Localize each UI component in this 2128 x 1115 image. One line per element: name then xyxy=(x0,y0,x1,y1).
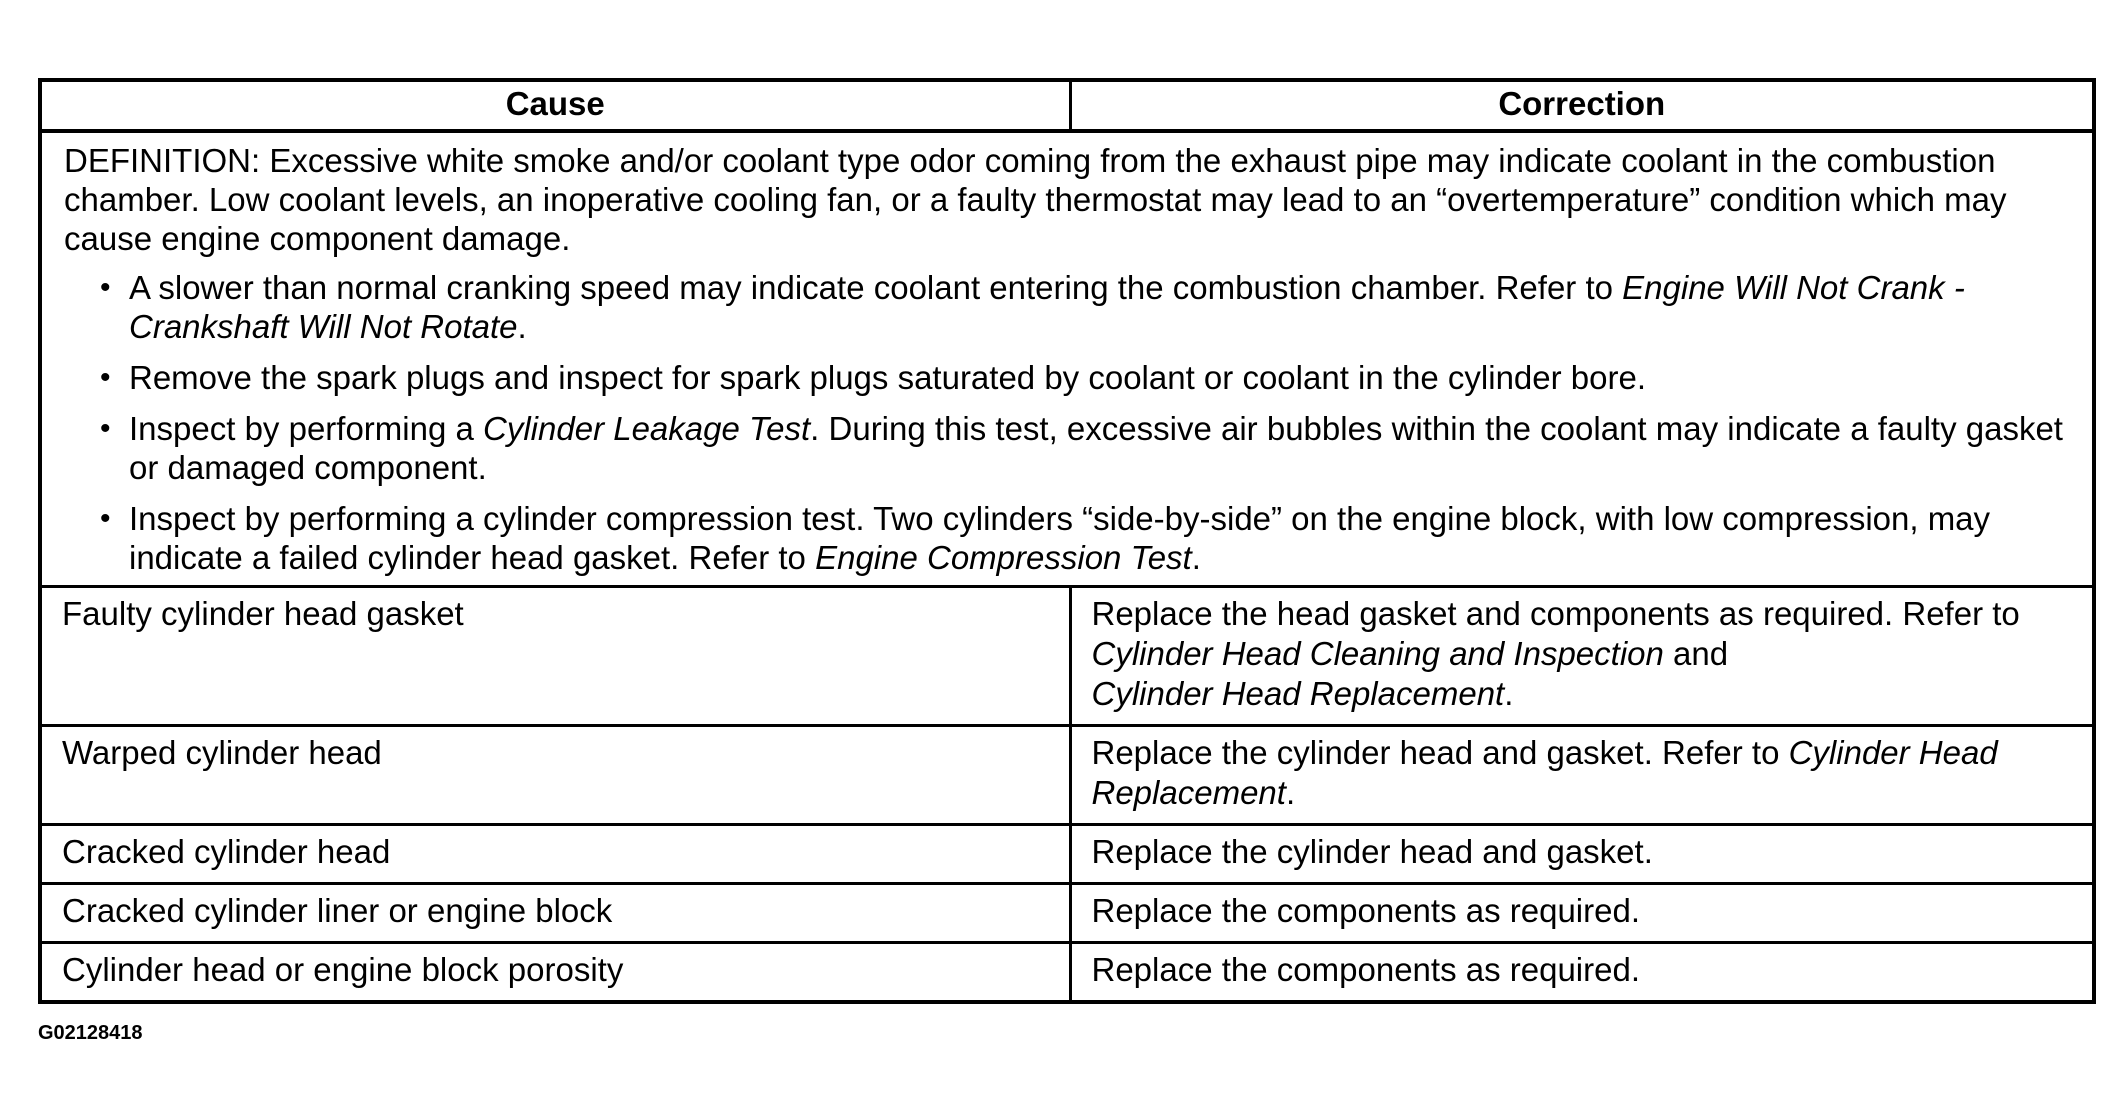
correction-end: . xyxy=(1504,675,1514,712)
bullet-glyph: • xyxy=(100,361,111,394)
cause-cell: Cylinder head or engine block porosity xyxy=(40,943,1070,1003)
reference-link: Cylinder Head Replacement xyxy=(1091,675,1505,712)
cause-cell: Cracked cylinder head xyxy=(40,825,1070,884)
bullet-item xyxy=(64,268,2072,346)
header-cause: Cause xyxy=(40,80,1070,131)
bullet-suffix: . xyxy=(1191,539,1201,576)
reference-link: Engine Will Not Crank - Crankshaft Will Not Rotate xyxy=(129,269,1965,345)
table-row xyxy=(40,884,2094,943)
bullet-text: Remove the spark plugs and inspect for spark plugs saturated by coolant or coolant in the cylinder bore. xyxy=(129,359,1647,396)
cause-cell: Cracked cylinder liner or engine block xyxy=(40,884,1070,943)
figure-id-label: G02128418 xyxy=(38,1022,143,1044)
correction-cell: Replace the components as required. xyxy=(1070,943,2094,1003)
bullet-glyph: • xyxy=(100,502,111,535)
bullet-suffix: . During this test, excessive air bubbles within the coolant may indicate a faulty gasket or damaged component. xyxy=(129,410,2063,486)
bullet-glyph: • xyxy=(100,271,111,304)
table-row xyxy=(40,943,2094,1003)
correction-cell xyxy=(1070,726,2094,825)
definition-cell xyxy=(40,131,2094,587)
correction-text: Replace the cylinder head and gasket. Refer to xyxy=(1091,734,1789,771)
table-row xyxy=(40,825,2094,884)
bullet-item xyxy=(64,409,2072,487)
diagnostic-table xyxy=(38,78,2096,1004)
correction-mid: and xyxy=(1663,635,1729,672)
bullet-glyph: • xyxy=(100,412,111,445)
reference-link: Cylinder Leakage Test xyxy=(483,410,811,447)
correction-cell xyxy=(1070,587,2094,726)
header-row xyxy=(40,80,2094,131)
definition-row xyxy=(40,131,2094,587)
correction-cell: Replace the components as required. xyxy=(1070,884,2094,943)
cause-cell: Faulty cylinder head gasket xyxy=(40,587,1070,726)
bullet-text: A slower than normal cranking speed may indicate coolant entering the combustion chamber. Refer to xyxy=(129,269,1623,306)
correction-text: Replace the head gasket and components as required. Refer to xyxy=(1091,595,2020,632)
bullet-text: Inspect by performing a cylinder compression test. Two cylinders “side-by-side” on the engine block, with low compression, may indicate a failed cylinder head gasket. Refer to xyxy=(129,500,1991,576)
reference-link: Cylinder Head Cleaning and Inspection xyxy=(1091,635,1664,672)
reference-link: Cylinder Head Replacement xyxy=(1091,734,1998,811)
table-row xyxy=(40,587,2094,726)
bullet-text: Inspect by performing a xyxy=(129,410,484,447)
definition-text: DEFINITION: Excessive white smoke and/or coolant type odor coming from the exhaust pipe may indicate coolant in the combustion chamber. Low coolant levels, an inoperative cooling fan, or a faulty thermostat may lead to an “overtemperature” condition which may cause engine component damage. xyxy=(64,142,2007,257)
cause-cell: Warped cylinder head xyxy=(40,726,1070,825)
reference-link: Engine Compression Test xyxy=(815,539,1192,576)
bullet-item xyxy=(64,358,2072,397)
bullet-item xyxy=(64,499,2072,577)
bullet-suffix: . xyxy=(517,308,527,345)
correction-cell: Replace the cylinder head and gasket. xyxy=(1070,825,2094,884)
correction-end: . xyxy=(1285,774,1296,811)
header-correction: Correction xyxy=(1070,80,2094,131)
definition-bullet-list xyxy=(64,268,2072,577)
table-row xyxy=(40,726,2094,825)
